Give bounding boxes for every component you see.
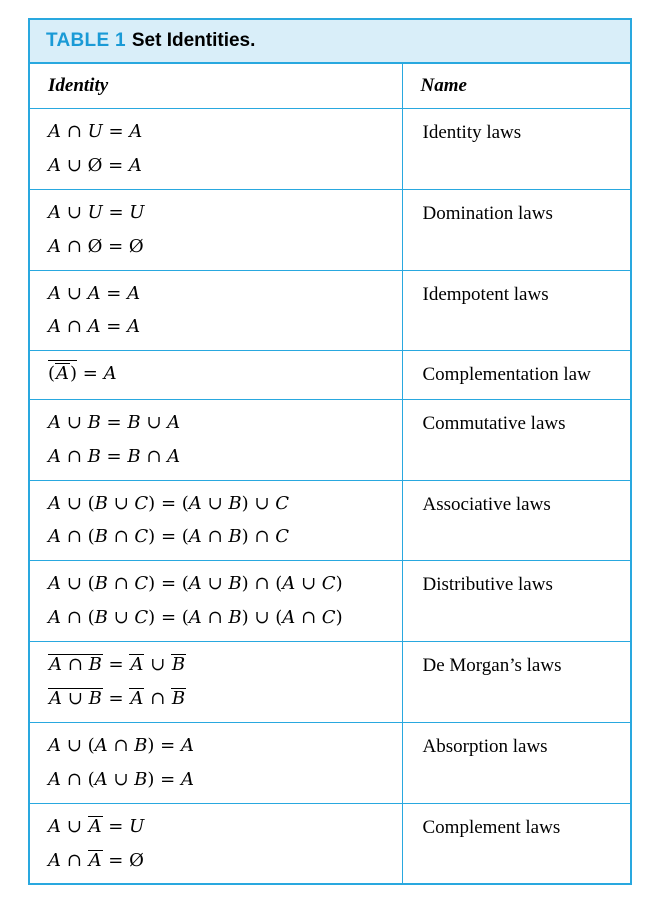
identity-expression: A ∩ A = Ø <box>48 849 144 871</box>
identity-expression: A ∪ B = A ∩ B <box>49 688 186 710</box>
table-row <box>30 561 630 642</box>
identity-cell <box>30 722 402 803</box>
law-name: Commutative laws <box>402 399 630 480</box>
identity-expression: A ∩ U = A <box>48 121 143 142</box>
identity-expression: A ∪ (B ∪ C) = (A ∪ B) ∪ C <box>48 492 289 514</box>
column-header-identity: Identity <box>30 64 402 109</box>
table-title: Set Identities. <box>131 30 256 51</box>
identity-expression: A ∩ A = A <box>48 316 141 338</box>
identity-expression: A ∩ Ø = Ø <box>48 235 144 257</box>
law-name: Associative laws <box>402 480 630 561</box>
law-name: De Morgan’s laws <box>402 642 630 723</box>
law-name: Identity laws <box>402 109 630 190</box>
identity-cell <box>30 480 402 561</box>
identity-cell <box>30 803 402 883</box>
identity-cell <box>30 351 402 399</box>
identity-expression: A ∪ (A ∩ B) = A <box>48 734 194 756</box>
table-row <box>30 803 630 883</box>
law-name: Distributive laws <box>402 561 630 642</box>
identity-cell <box>30 642 402 723</box>
identity-cell <box>30 270 402 351</box>
identity-expression: A ∩ (B ∪ C) = (A ∩ B) ∪ (A ∩ C) <box>48 607 343 629</box>
identity-expression: A ∪ A = U <box>48 815 145 837</box>
table-label: TABLE 1 <box>46 30 126 51</box>
law-name: Idempotent laws <box>402 270 630 351</box>
law-name: Absorption laws <box>402 722 630 803</box>
table-header-row <box>30 64 630 109</box>
table-row <box>30 722 630 803</box>
identity-expression: (A) = A <box>48 360 388 388</box>
table-row <box>30 351 630 399</box>
identity-expression: A ∪ B = B ∪ A <box>48 411 181 433</box>
law-name: Complementation law <box>402 351 630 399</box>
identity-expression: A ∪ Ø = A <box>48 154 142 176</box>
identity-expression: A ∪ A = A <box>48 282 141 304</box>
identity-cell <box>30 109 402 190</box>
identity-expression: A ∪ (B ∩ C) = (A ∪ B) ∩ (A ∪ C) <box>48 573 343 595</box>
table-row <box>30 399 630 480</box>
column-header-name: Name <box>402 64 630 109</box>
identity-cell <box>30 399 402 480</box>
identity-cell <box>30 561 402 642</box>
identity-expression: A ∩ (B ∩ C) = (A ∩ B) ∩ C <box>48 526 289 548</box>
identity-expression: A ∩ B = B ∩ A <box>48 445 181 467</box>
table-row <box>30 642 630 723</box>
table-caption <box>30 20 630 64</box>
set-identities-table <box>28 18 632 885</box>
identity-expression: A ∩ B = A ∪ B <box>49 654 186 676</box>
table-row <box>30 270 630 351</box>
identities-table <box>30 64 630 883</box>
identity-expression: A ∩ (A ∪ B) = A <box>48 768 194 790</box>
identity-cell <box>30 189 402 270</box>
table-row <box>30 109 630 190</box>
law-name: Domination laws <box>402 189 630 270</box>
table-row <box>30 480 630 561</box>
law-name: Complement laws <box>422 816 561 838</box>
identity-expression: A ∪ U = U <box>48 201 145 223</box>
table-row <box>30 189 630 270</box>
